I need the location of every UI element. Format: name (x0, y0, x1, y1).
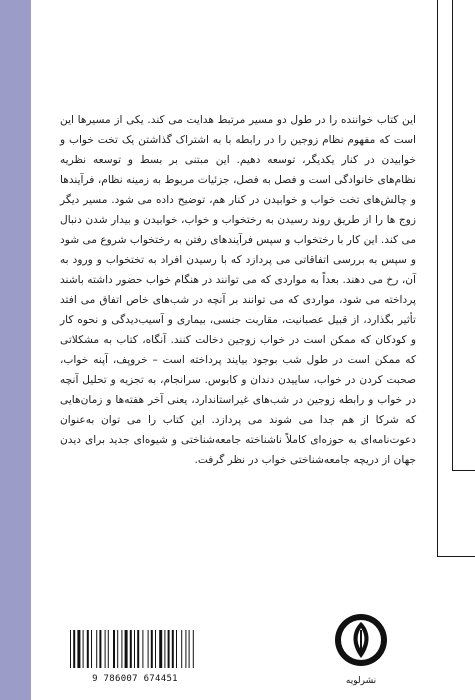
barcode-bar (99, 630, 101, 668)
barcode-bar (168, 630, 170, 668)
barcode-bar (185, 630, 186, 668)
barcode-bar (159, 630, 162, 668)
barcode-bar (148, 630, 149, 668)
barcode-bar (91, 630, 92, 668)
barcode-bar (137, 630, 139, 668)
barcode-bar (87, 630, 89, 668)
publisher-name: نشرلویه (345, 676, 377, 686)
barcode-bar (83, 630, 84, 668)
back-cover-blurb (60, 110, 416, 470)
barcode-bar (70, 630, 71, 668)
barcode-bar (164, 630, 165, 668)
barcode-bar (193, 630, 194, 668)
frame-horizontal-line-2 (452, 470, 475, 471)
barcode-bar (189, 630, 190, 668)
barcode-bars (64, 628, 206, 672)
blurb-text: این کتاب خواننده را در طول دو مسیر مرتبط هدایت می کند. یکی از مسیرها این است که مفهوم نظام زوجین را در رابطه با به اشتراک گذاشتن یک تخت خواب و خوابیدن در کنار یکدیگر، توسعه دهیم. این مبتنی بر بسط و توسعه نظریه نظام‌های خانوادگی است و فصل به فصل، جزئیات مربوط به زمینه نظام، فرآیندها و چالش‌های تخت خواب و خوابیدن در کنار هم، توضیح داده می شود. مسیر دیگر زوج ها را از طریق روند رسیدن به رختخواب و خواب، خوابیدن و بیدار شدن دنبال می کند. این کار با رختخواب و سپس فرآیندهای رفتن به رختخواب شروع می شود و سپس به بررسی اتفاقاتی می پردازد که با رسیدن افراد به تختخواب و ورود به آن، رخ می دهند. بعداً به مواردی که می توانند در هنگام خواب حضور داشته باشند پرداخته می شود، مواردی که می توانند بر آنچه در شب‌های خاص اتفاق می افتد تأثیر بگذارد، از قبیل عصبانیت، مقاربت جنسی، بیماری و آسیب‌دیدگی و نحوه کار و کودکان که ممکن است در خواب زوجین دخالت کنند. آنگاه، کتاب به مشکلاتی که ممکن است در طول شب بوجود بیایند پرداخته است – خروپف، آپنه خواب، صحبت کردن در خواب، ساییدن دندان و کابوس. سرانجام، به تجزیه و تحلیل آنچه در خواب و رابطه زوجین در شب‌های غیراستاندارد، یعنی آخر هفته‌ها و زمان‌هایی که شرکا از هم جدا می شوند می پردازد. این کتاب را می توان به‌عنوان دعوت‌نامه‌ای به حوزه‌ای کاملاً ناشناخته جامعه‌شناختی و شیوه‌ای جدید برای دیدن جهان از دریچه جامعه‌شناختی خواب در نظر گرفت. (60, 114, 416, 466)
barcode-bar (134, 630, 135, 668)
barcode-bar (130, 630, 132, 668)
barcode-bar (96, 630, 97, 668)
barcode-bar (142, 630, 143, 668)
barcode-bar (73, 630, 75, 668)
frame-vertical-line-1 (437, 0, 438, 556)
barcode-bar (125, 630, 128, 668)
barcode-bar (105, 630, 106, 668)
barcode-bar (117, 630, 118, 668)
left-color-band (0, 0, 31, 700)
barcode-bar (181, 630, 182, 668)
barcode-bar (172, 630, 174, 668)
barcode-bar (77, 630, 80, 668)
barcode-bar (108, 630, 109, 668)
frame-horizontal-line-1 (437, 556, 475, 557)
barcode-bar (155, 630, 156, 668)
barcode-bar (176, 630, 177, 668)
barcode-bar (121, 630, 122, 668)
publisher-logo-icon (330, 610, 392, 682)
frame-vertical-line-2 (452, 0, 453, 470)
isbn-number: 9 786007 674451 (92, 674, 178, 684)
barcode-bar (151, 630, 153, 668)
barcode-bar (113, 630, 115, 668)
isbn-barcode (64, 628, 206, 684)
